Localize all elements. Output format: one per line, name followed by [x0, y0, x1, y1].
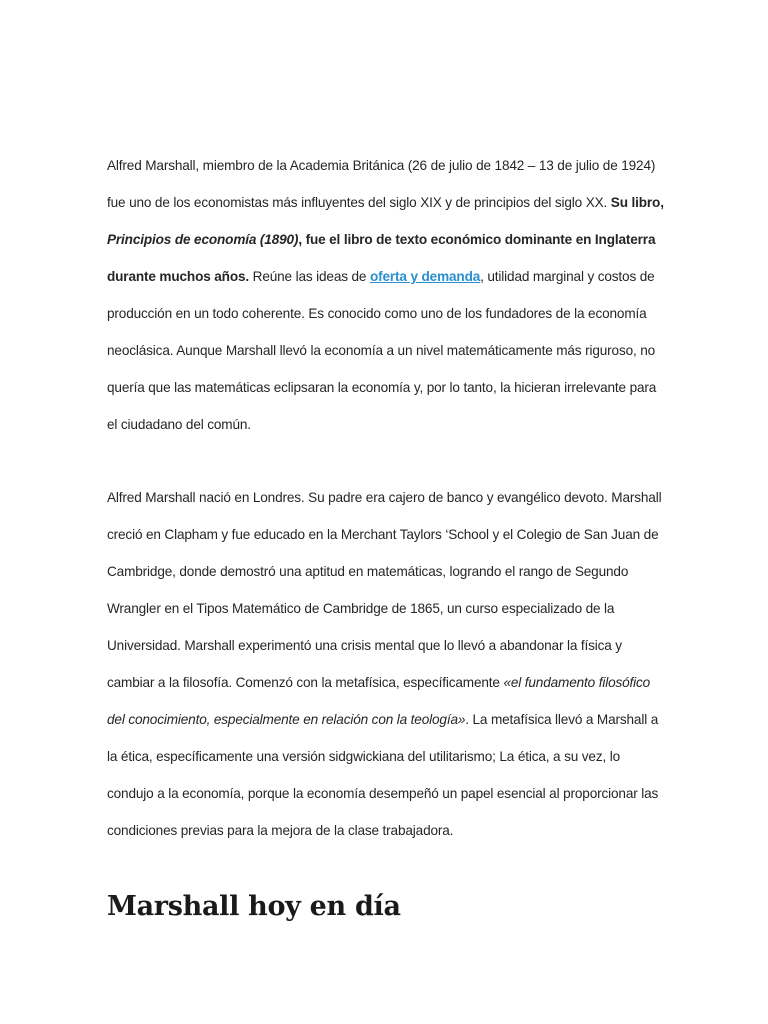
book-mention-tail: , fue el libro de texto económico dominante en Inglaterra durante muchos años. — [107, 232, 656, 284]
book-title: Principios de economía (1890) — [107, 232, 299, 247]
biography-text: Alfred Marshall nació en Londres. Su padre era cajero de banco y evangélico devoto. Marshall creció en Clapham y fue educado en la Merchant Taylors ‘School y el Colegio de San Juan de Cambridge, donde demostró una aptitud en matemáticas, logrando el rango de Segundo Wrangler en el Tipos Matemático de Cambridge de 1865, un curso especializado de la Universidad. Marshall experimentó una crisis mental que lo llevó a abandonar la física y cambiar a la filosofía. Comenzó con la metafísica, específicamente — [107, 490, 662, 690]
ideas-text: Reúne las ideas de — [249, 269, 370, 284]
paragraph-biography — [107, 479, 667, 849]
intro-rest-text: , utilidad marginal y costos de producción en un todo coherente. Es conocido como uno de los fundadores de la economía neoclásica. Aunque Marshall llevó la economía a un nivel matemáticamente más riguroso, no quería que las matemáticas eclipsaran la economía y, por lo tanto, la hicieran irrelevante para el ciudadano del común. — [107, 269, 657, 432]
metaphysics-quote: «el fundamento filosófico del conocimiento, especialmente en relación con la teología» — [107, 675, 651, 727]
paragraph-intro — [107, 147, 667, 443]
supply-demand-link[interactable]: oferta y demanda — [369, 269, 481, 284]
section-heading: Marshall hoy en día — [107, 891, 401, 922]
book-mention-lead: Su libro, — [610, 195, 664, 210]
article-body — [107, 147, 667, 927]
intro-text: Alfred Marshall, miembro de la Academia Británica (26 de julio de 1842 – 13 de julio de 1924) fue uno de los economistas más influyentes del siglo XIX y de principios del siglo XX. — [107, 158, 656, 210]
biography-rest-text: . La metafísica llevó a Marshall a la ética, específicamente una versión sidgwickiana del utilitarismo; La ética, a su vez, lo condujo a la economía, porque la economía desempeñó un papel esencial al proporcionar las condiciones previas para la mejora de la clase trabajadora. — [107, 712, 659, 838]
